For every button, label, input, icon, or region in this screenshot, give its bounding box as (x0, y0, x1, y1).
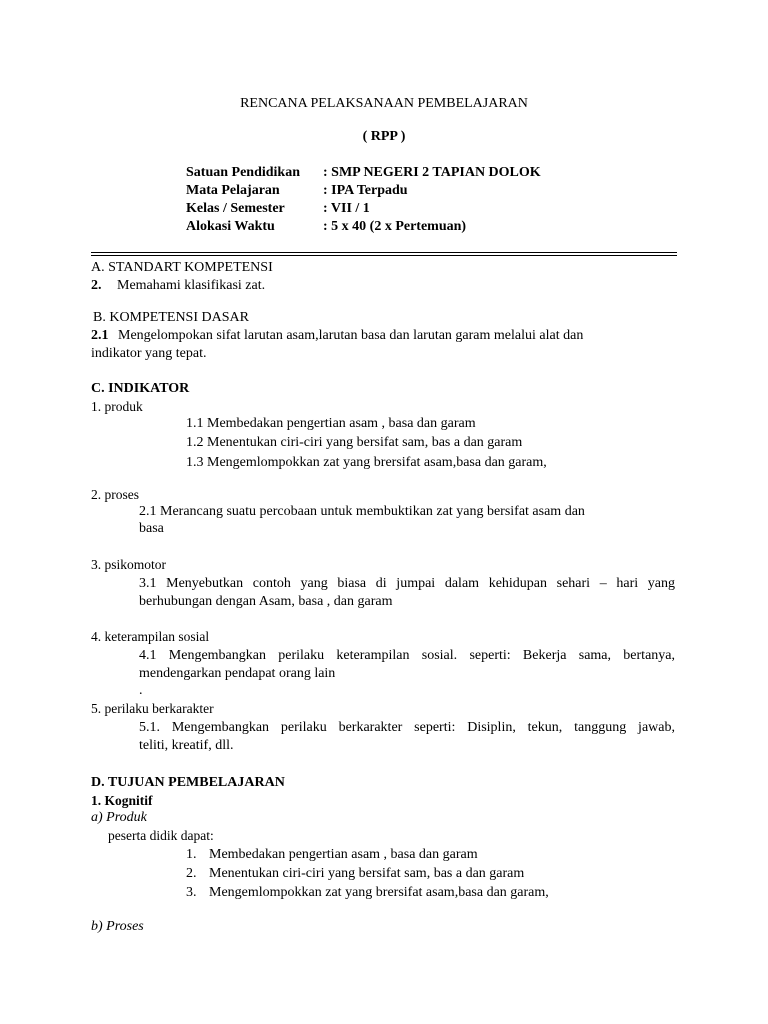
section-a-text: Memahami klasifikasi zat. (117, 278, 266, 293)
indikator-sosial-line1: 4.1 Mengembangkan perilaku keterampilan sosial. seperti: Bekerja sama, bertanya, (139, 648, 675, 663)
indikator-psikomotor-line2: berhubungan dengan Asam, basa , dan garam (139, 594, 393, 609)
indikator-produk-item-2: 1.2 Menentukan ciri-ciri yang bersifat sam, bas a dan garam (186, 435, 523, 450)
info-value-satuan: : SMP NEGERI 2 TAPIAN DOLOK (323, 165, 541, 180)
section-b-line2: indikator yang tepat. (91, 346, 207, 361)
section-b-number: 2.1 (91, 328, 109, 343)
indikator-produk-label: 1. produk (91, 399, 143, 414)
tujuan-intro: peserta didik dapat: (108, 828, 214, 843)
section-c-heading: C. INDIKATOR (91, 381, 190, 396)
tujuan-produk-label: a) Produk (91, 810, 147, 825)
section-d-heading: D. TUJUAN PEMBELAJARAN (91, 775, 285, 790)
section-b-line1: Mengelompokan sifat larutan asam,larutan basa dan larutan garam melalui alat dan (118, 328, 584, 343)
document-subtitle: ( RPP ) (362, 129, 406, 144)
indikator-produk-item-1: 1.1 Membedakan pengertian asam , basa dan garam (186, 416, 476, 431)
info-label-alokasi: Alokasi Waktu (186, 219, 275, 234)
indikator-proses-line1: 2.1 Merancang suatu percobaan untuk membuktikan zat yang bersifat asam dan (139, 504, 585, 519)
indikator-sosial-line3: . (139, 683, 143, 698)
tujuan-item-3-text: Mengemlompokkan zat yang brersifat asam,basa dan garam, (209, 885, 549, 900)
tujuan-item-1-text: Membedakan pengertian asam , basa dan garam (209, 847, 478, 862)
document-title: RENCANA PELAKSANAAN PEMBELAJARAN (240, 96, 528, 111)
info-label-kelas: Kelas / Semester (186, 201, 285, 216)
info-value-mapel: : IPA Terpadu (323, 183, 408, 198)
indikator-sosial-line2: mendengarkan pendapat orang lain (139, 666, 336, 681)
indikator-karakter-line1: 5.1. Mengembangkan perilaku berkarakter seperti: Disiplin, tekun, tanggung jawab, (139, 720, 675, 735)
info-value-alokasi: : 5 x 40 (2 x Pertemuan) (323, 219, 467, 234)
tujuan-item-2-text: Menentukan ciri-ciri yang bersifat sam, bas a dan garam (209, 866, 525, 881)
indikator-sosial-label: 4. keterampilan sosial (91, 629, 210, 644)
info-value-kelas: : VII / 1 (323, 201, 370, 216)
tujuan-item-3-number: 3. (186, 885, 197, 900)
tujuan-proses-label: b) Proses (91, 919, 144, 934)
header-divider-thin (91, 255, 677, 256)
indikator-karakter-label: 5. perilaku berkarakter (91, 701, 214, 716)
section-a-number: 2. (91, 278, 102, 293)
tujuan-item-1-number: 1. (186, 847, 197, 862)
section-a-heading: A. STANDART KOMPETENSI (91, 260, 273, 275)
tujuan-kognitif-label: 1. Kognitif (91, 793, 153, 808)
indikator-proses-line2: basa (139, 521, 164, 536)
indikator-karakter-line2: teliti, kreatif, dll. (139, 738, 234, 753)
indikator-psikomotor-label: 3. psikomotor (91, 557, 167, 572)
tujuan-item-2-number: 2. (186, 866, 197, 881)
indikator-produk-item-3: 1.3 Mengemlompokkan zat yang brersifat asam,basa dan garam, (186, 455, 547, 470)
info-label-satuan: Satuan Pendidikan (186, 165, 300, 180)
indikator-psikomotor-line1: 3.1 Menyebutkan contoh yang biasa di jumpai dalam kehidupan sehari – hari yang (139, 576, 675, 591)
indikator-proses-label: 2. proses (91, 487, 139, 502)
section-b-heading: B. KOMPETENSI DASAR (93, 310, 249, 325)
info-label-mapel: Mata Pelajaran (186, 183, 280, 198)
header-divider-thick (91, 252, 677, 253)
